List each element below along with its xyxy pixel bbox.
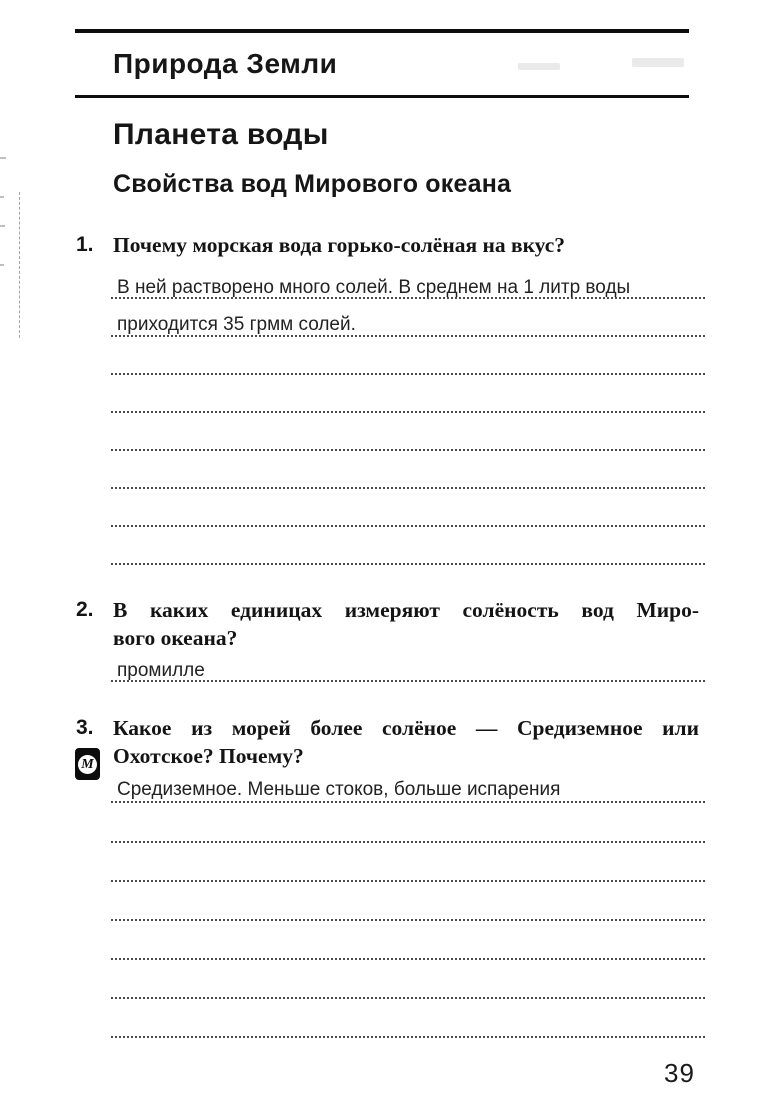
answer-line[interactable] (111, 447, 705, 451)
header-rule-bottom (75, 95, 689, 98)
page-number: 39 (664, 1058, 695, 1088)
answer-line[interactable] (111, 799, 705, 803)
question-2-line-2: вого океана? (113, 626, 238, 650)
question-3-number: 3. (76, 716, 94, 739)
question-2-number: 2. (76, 598, 94, 621)
header-rule-top (75, 29, 689, 33)
answer-1-line-2[interactable]: приходится 35 грмм солей. (117, 314, 356, 335)
scan-artifact (0, 196, 4, 198)
answer-line[interactable] (111, 409, 705, 413)
answer-3-line-1[interactable]: Средиземное. Меньше стоков, больше испарения (117, 779, 561, 800)
scan-artifact (19, 192, 20, 338)
answer-line[interactable] (111, 371, 705, 375)
question-3-line-1: Какое из морей более солёное — Средиземное или (113, 716, 699, 740)
answer-line[interactable] (111, 839, 705, 843)
sea-task-marker-icon (75, 748, 100, 780)
question-2-line-1: В каких единицах измеряют солёность вод Миро- (113, 598, 699, 622)
page-subtitle: Свойства вод Мирового океана (113, 170, 512, 198)
scan-artifact (0, 264, 4, 266)
question-1-number: 1. (76, 233, 94, 256)
marker-letter: М (78, 755, 97, 774)
answer-line[interactable] (111, 917, 705, 921)
answer-line[interactable] (111, 678, 705, 682)
answer-line[interactable] (111, 561, 705, 565)
scan-artifact (0, 225, 5, 227)
question-1-line-1: Почему морская вода горько-солёная на вкус? (113, 233, 566, 257)
answer-line[interactable] (111, 956, 705, 960)
answer-1-line-1[interactable]: В ней растворено много солей. В среднем на 1 литр воды (117, 277, 631, 298)
answer-line[interactable] (111, 523, 705, 527)
page-title: Планета воды (113, 118, 329, 151)
question-3-line-2: Охотское? Почему? (113, 744, 304, 768)
answer-line[interactable] (111, 995, 705, 999)
answer-2-line-1[interactable]: промилле (117, 660, 205, 681)
answer-line[interactable] (111, 333, 705, 337)
chapter-header: Природа Земли (113, 48, 338, 79)
answer-line[interactable] (111, 1034, 705, 1038)
question-1-text (113, 231, 699, 259)
answer-line[interactable] (111, 878, 705, 882)
scan-artifact (0, 157, 6, 159)
question-2-text (113, 596, 699, 652)
question-3-text (113, 714, 699, 770)
answer-line[interactable] (111, 295, 705, 299)
answer-line[interactable] (111, 485, 705, 489)
